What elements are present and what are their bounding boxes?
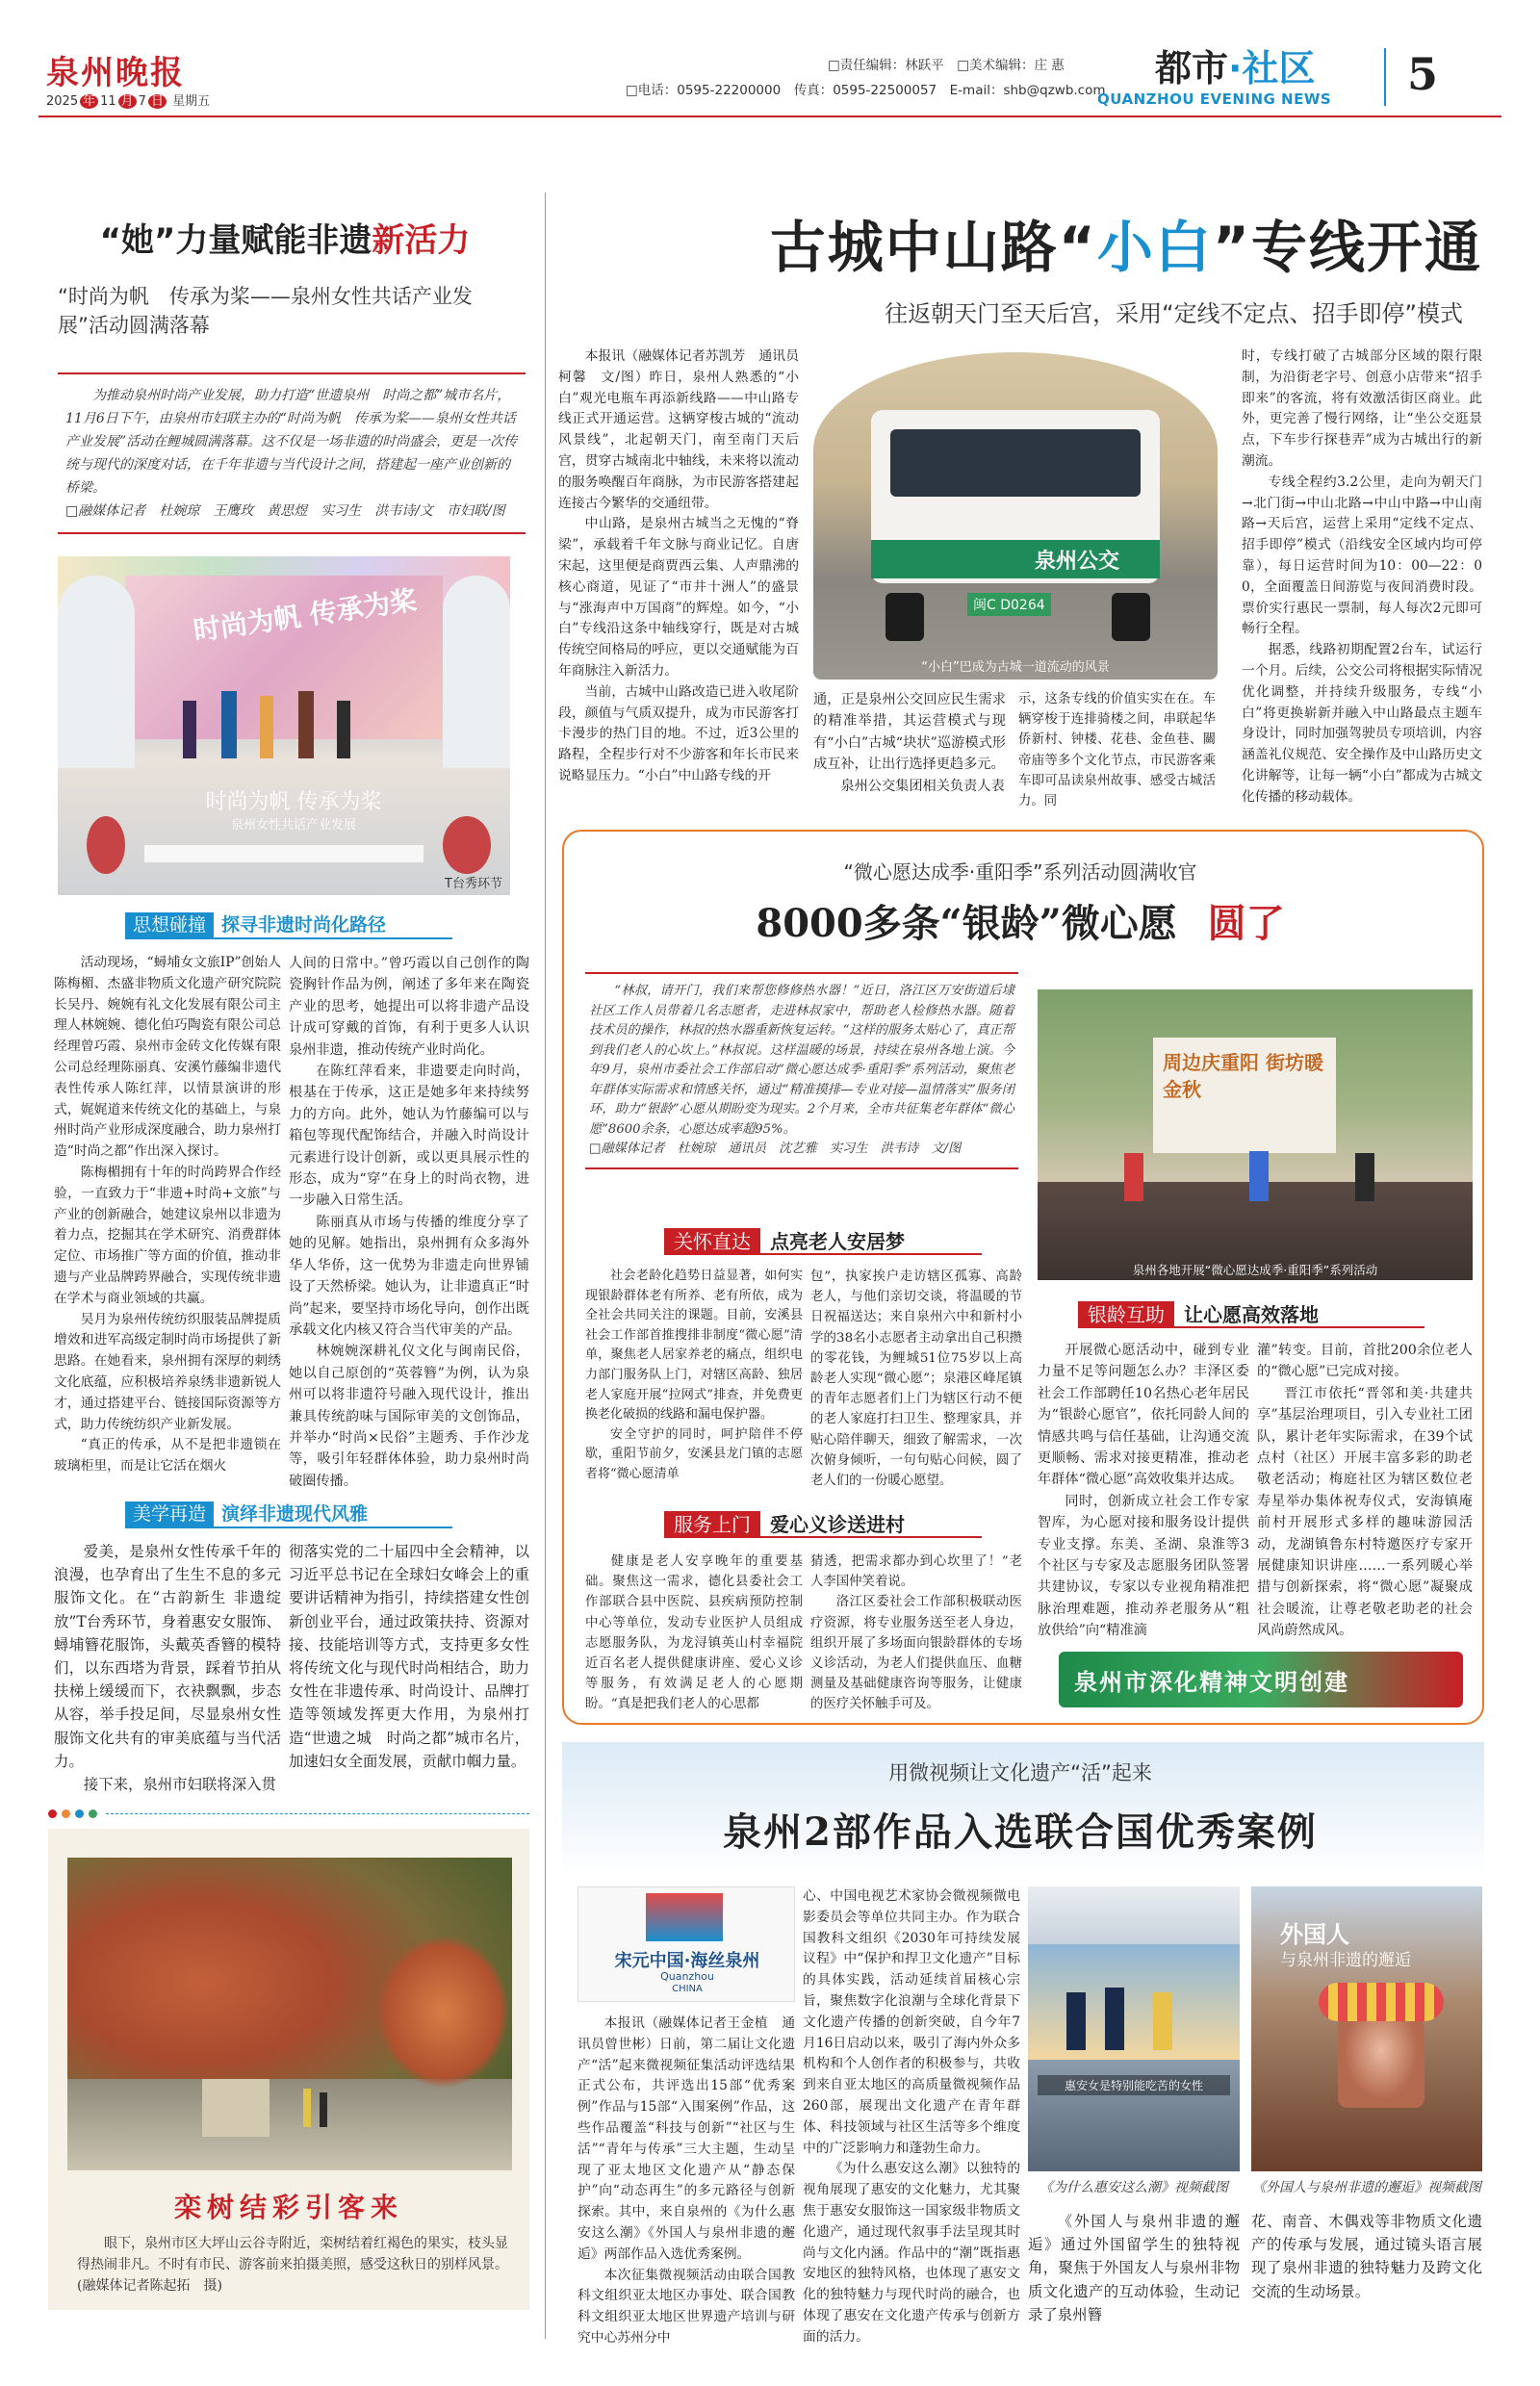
women-col-2	[289, 953, 529, 1492]
paragraph: 本报讯（融媒体记者王金植 通讯员曾世彬）日前，第二届让文化遗产“活”起来微视频征集活动评选结果正式公布，共评选出15部“优秀案例”作品与15部“入围案例”作品，这些作品覆盖“科技与创新”“社区与生活”“青年与传承”三大主题，生动呈现了亚太地区文化遗产从“静态保护”向“动态再生”的多元路径与创新探索。其中，来自泉州的《为什么惠安这么潮》《外国人与泉州非遗的邂逅》两部作品入选优秀案例。	[578, 2015, 795, 2262]
silver-lead-box	[585, 972, 1018, 1169]
section-english: QUANZHOU EVENING NEWS	[1097, 90, 1332, 108]
unesco-kicker: 用微视频让文化遗产“活”起来	[888, 1761, 1152, 1784]
header-divider	[1384, 48, 1386, 106]
unesco-phone-2-title-a: 外国人	[1280, 1921, 1349, 1948]
unesco-phone-2-title-b: 与泉州非遗的邂逅	[1280, 1951, 1411, 1970]
paragraph: 陈梅楣拥有十年的时尚跨界合作经验，一直致力于“非遗+时尚+文旅”与产业的创新融合，她建议泉州以非遗为着力点，挖掘其在学术研究、消费群体定位、市场推广等方面的价值，推动非遗与产业品牌跨界融合，实现传统非遗在学术与商业领域的共赢。	[54, 1164, 281, 1306]
paragraph: 洛江区委社会工作部积极联动医疗资源，将专业服务送至老人身边，组织开展了多场面向银龄群体的专场义诊活动，为老人们提供血压、血糖测量及基础健康咨询等服务，让健康的医疗关怀触手可及。	[810, 1595, 1022, 1712]
paragraph: 健康是老人安享晚年的重要基础。聚焦这一需求，德化县委社会工作部联合县中医院、县疾病预防控制中心等单位，发动专业医护人员组成志愿服务队，为龙浔镇英山村幸福院近百名老人提供健康讲座、爱心义诊等服务，有效满足老人的心愿期盼。“真是把我们老人的心思都	[585, 1554, 803, 1712]
silver-photo-banner: 周边庆重阳 街坊暖金秋	[1163, 1051, 1323, 1101]
women-lead: 为推动泉州时尚产业发展，助力打造“世遗泉州 时尚之都”城市名片，11月6日下午，由泉州市妇联主办的“时尚为帆 传承为桨——泉州女性共话产业发展”活动在鲤城圆满落幕。这不仅是一场非遗的时尚盛会，更是一次传统与现代的深度对话，在千年非遗与当代设计之间，搭建起一座产业创新的桥梁。	[65, 388, 518, 496]
editor-line: □责任编辑：林跃平 □美术编辑：庄 惠	[828, 58, 1065, 73]
tree-photo	[67, 1858, 512, 2170]
civilization-banner-text: 泉州市深化精神文明创建	[1074, 1669, 1349, 1696]
paragraph: 《为什么惠安这么潮》以独特的视角展现了惠安的文化魅力，尤其聚焦于惠安女服饰这一国家级非物质文化遗产，通过现代叙事手法呈现其时尚与文化内涵。作品中的“潮”既指惠安地区的独特风格，也体现了惠安文化的独特魅力与现代时尚的融合，也体现了惠安在文化遗产传承与创新方面的活力。	[803, 2161, 1020, 2345]
paragraph: 本报讯（融媒体记者苏凯芳 通讯员柯馨 文/图）昨日，泉州人熟悉的“小白”观光电瓶车再添新线路——中山路专线正式开通运营。这辆穿梭古城的“流动风景线”，北起朝天门，南至南门天后宫，贯穿古城南北中轴线，未来将以流动的服务唤醒百年商脉，为市民游客搭建起连接古今繁华的交通纽带。	[558, 348, 799, 511]
bus-story-title: 古城中山路“小白”专线开通	[769, 215, 1482, 280]
paragraph: 接下来，泉州市妇联将深入贯	[83, 1776, 276, 1794]
paragraph: 包”，执家挨户走访辖区孤寡、高龄老人，与他们亲切交谈，将温暖的节日祝福送达；来自泉州六中和新村小学的38名小志愿者主动拿出自己积攒的零花钱，为鲤城51位75岁以上高龄老人实现“微心愿”；泉港区峰尾镇的青年志愿者们上门为辖区行动不便的老人家庭打扫卫生、整理家具，并贴心陪伴聊天，细致了解需求，一次次俯身倾听，一句句贴心问候，圆了老人们的一份暖心愿望。	[810, 1270, 1022, 1489]
photo-sign-main-2: 时尚为帆 传承为桨	[205, 790, 382, 814]
paragraph: 据悉，线路初期配置2台车，试运行一个月。后续，公交公司将根据实际情况优化调整，并持续升级服务，专线“小白”将更换崭新并融入中山路最点主题车身设计，同时加强驾驶员专项培训，内容涵盖礼仪规范、安全操作及中山路历史文化讲解等，让每一辆“小白”都成为古城文化传播的移动载体。	[1242, 642, 1482, 805]
women-story-subtitle: “时尚为帆 传承为桨——泉州女性共话产业发展”活动圆满落幕	[58, 285, 473, 337]
paragraph: 人间的日常中。”曾巧霞以自己创作的陶瓷胸针作品为例，阐述了多年来在陶瓷产业的思考，她提出可以将非遗产品设计成可穿戴的首饰，有利于更多人认识泉州非遗，推动传统产业时尚化。	[289, 956, 529, 1058]
silver-lead: “林叔，请开门，我们来帮您修修热水器！”近日，洛江区万安街道后埭社区工作人员带着几名志愿者，走进林叔家中，帮助老人检修热水器。随着技术员的操作，林叔的热水器重新恢复运转。“这样的服务太贴心了，真正帮到我们老人的心坎上。”林叔说。这样温暖的场景，持续在泉州各地上演。今年9月，泉州市委社会工作部启动“微心愿达成季·重阳季”系列活动，聚焦老年群体实际需求和情感关怀，通过“精准摸排—专业对接—温情落实”服务闭环，助力“银龄”心愿从期盼变为现实。2个月来，全市共征集老年群体“微心愿”8600余条，心愿达成率超95%。	[589, 984, 1014, 1137]
paragraph: 通，正是泉州公交回应民生需求的精准举措，其运营模式与现有“小白”古城“块状”巡游模式形成互补，让出行选择更趋多元。	[813, 692, 1006, 773]
women-subhead-2: 美学再造 演绎非遗现代风雅	[125, 1500, 452, 1528]
paragraph: 活动现场，“蟳埔女文旅IP”创始人陈梅楣、杰盛非物质文化遗产研究院院长吴丹、婉婉有礼文化发展有限公司主理人林婉婉、德化伯巧陶瓷有限公司总经理曾巧霞、泉州市金砖文化传媒有限公司总经理陈丽真、安溪竹藤编非遗代表性传承人陈红萍，以情景演讲的形式，娓娓道来传统文化的基础上，与泉州时尚产业形成深度融合，助力泉州打造“时尚之都”作出深入探讨。	[54, 955, 281, 1160]
unesco-col-2	[803, 1886, 1020, 2348]
paragraph: 爱美，是泉州女性传承千年的浪漫，也孕育出了生生不息的多元服饰文化。在“古韵新生 非遗绽放”T台秀环节，身着惠安女服饰、蟳埔簪花服饰，头戴英香簪的模特们，以东西塔为背景，踩着节拍从扶梯上缓缓而下，衣袂飘飘，步态从容，举手投足间，尽显泉州女性服饰文化共有的审美底蕴与当代活力。	[54, 1543, 281, 1770]
paragraph: “真正的传承，从不是把非遗锁在玻璃柜里，而是让它活在烟火	[54, 1437, 281, 1475]
unesco-phone-2-caption: 《外国人与泉州非遗的邂逅》视频截图	[1252, 2180, 1481, 2195]
unesco-col-4	[1251, 2210, 1482, 2303]
paragraph: 林婉婉深耕礼仪文化与闽南民俗，她以自己原创的“英蓉簪”为例，认为泉州可以将非遗符号融入现代设计，推出兼具传统韵味与国际审美的文创饰品，并举办“时尚×民俗”主题秀、手作沙龙等，吸引年轻群体体验，助力泉州时尚破圈传播。	[289, 1344, 529, 1489]
bus-story-subtitle: 往返朝天门至天后宫，采用“定线不定点、招手即停”模式	[885, 300, 1463, 327]
silver-byline: □融媒体记者 杜婉琼 通讯员 沈艺雅 实习生 洪韦诗 文/图	[589, 1142, 962, 1156]
silver-photo-caption: 泉州各地开展“微心愿达成季·重阳季”系列活动	[1132, 1263, 1378, 1277]
women-byline: □融媒体记者 杜婉琼 王鹰玫 黄思煜 实习生 洪韦诗/文 市妇联/图	[65, 503, 505, 519]
paragraph: 在陈红萍看来，非遗要走向时尚，根基在于传承，这正是她多年来持续努力的方向。此外，她认为竹藤编可以与箱包等现代配饰结合，并融入时尚设计元素进行设计创新，或以更具展示性的形态，成为“穿”在身上的时尚衣物，进一步融入日常生活。	[289, 1064, 529, 1209]
header-rule	[38, 115, 1502, 117]
paragraph: 《外国人与泉州非遗的邂逅》通过外国留学生的独特视角，聚焦于外国友人与泉州非物质文化遗产的互动体验，生动记录了泉州簪	[1028, 2213, 1240, 2323]
bus-photo-caption: “小白”巴成为古城一道流动的风景	[921, 660, 1110, 675]
dot-separator	[48, 1809, 529, 1819]
bus-col-1	[558, 346, 799, 787]
paragraph: 社会老龄化趋势日益显著，如何实现银龄群体老有所养、老有所依，成为全社会共同关注的课题。目前，安溪县社会工作部首推搜排非制度“微心愿”清单，聚焦老人居家养老的痛点，组织电力部门服务队上门，对辖区高龄、独居老人家庭开展“拉网式”排查，并免费更换老化破损的线路和漏电保护器。	[585, 1269, 803, 1423]
paragraph: 安全守护的同时，呵护陪伴不停歇，重阳节前夕，安溪县龙门镇的志愿者将“微心愿清单	[585, 1426, 803, 1481]
paragraph: 本次征集微视频活动由联合国教科文组织亚太地区办事处、联合国教科文组织亚太地区世界遗产培训与研究中心苏州分中	[578, 2267, 795, 2346]
unesco-phone-1	[1028, 1886, 1240, 2171]
unesco-phone-1-caption: 《为什么惠安这么潮》视频截图	[1040, 2180, 1228, 2195]
women-col-1	[54, 953, 281, 1477]
unesco-phone-2	[1251, 1886, 1482, 2171]
silver-photo	[1038, 989, 1473, 1280]
contact-line: □电话：0595-22200000 传真：0595-22500057 E-mail：shb@qzwb.com	[626, 83, 1106, 98]
column-rule	[545, 192, 546, 2339]
tree-photo-title: 栾树结彩引客来	[173, 2192, 403, 2223]
issue-date: 2025 年 11 月 7 日 星期五	[46, 94, 211, 109]
photo-sign-main: 时尚为帆 传承为桨	[192, 583, 420, 648]
paragraph: 灌”转变。目前，首批200余位老人的“微心愿”已完成对接。	[1257, 1343, 1473, 1380]
page-number: 5	[1407, 48, 1439, 100]
women-subhead-1: 思想碰撞 探寻非遗时尚化路径	[125, 911, 452, 939]
section-title: 都市·社区	[1155, 47, 1316, 90]
silver-col-2	[810, 1267, 1022, 1491]
paragraph: 陈丽真从市场与传播的维度分享了她的见解。她指出，泉州拥有众多海外华人华侨，这一优势为非遗走向世界铺设了天然桥梁。她认为，让非遗真正“时尚”起来，要坚持市场化导向，创作出既承载文化内核又符合当代审美的产品。	[289, 1214, 529, 1338]
silver-col-6	[1257, 1340, 1473, 1642]
unesco-col-1	[578, 2014, 795, 2349]
civilization-banner	[1059, 1652, 1463, 1707]
women-story-title: “她”力量赋能非遗新活力	[99, 221, 471, 260]
bus-photo	[813, 352, 1218, 680]
photo-sign-sub: 泉州女性共话产业发展	[230, 818, 356, 833]
silver-col-3	[585, 1552, 803, 1715]
bus-col-2	[813, 689, 1006, 797]
women-photo	[58, 556, 510, 895]
women-col-4	[289, 1540, 529, 1773]
paragraph: 心、中国电视艺术家协会微视频微电影委员会等单位共同主办。作为联合国教科文组织《2030年可持续发展议程》中“保护和捍卫文化遗产”目标的具体实践，活动延续首届核心宗旨，聚焦数字化浪潮与全球化背景下文化遗产传播的创新突破，自今年7月16日启动以来，吸引了海内外众多机构和个人创作者的积极参与，共收到来自亚太地区的高质量微视频作品260部，展现出文化遗产在青年群体、科技领域与社区生活等多个维度中的广泛影响力和蓬勃生命力。	[803, 1888, 1020, 2156]
bus-col-4	[1242, 346, 1482, 808]
unesco-logo-line1: 宋元中国·海丝泉州	[614, 1951, 760, 1971]
unesco-logo-line2: Quanzhou	[660, 1970, 714, 1983]
unesco-title: 泉州2部作品入选联合国优秀案例	[723, 1809, 1318, 1855]
paragraph: 示，这条专线的价值实实在在。车辆穿梭于连排骑楼之间，串联起华侨新村、钟楼、花巷、金鱼巷、關帝庙等多个文化节点，市民游客乘车即可品读泉州故事、感受古城活力。同	[1018, 692, 1216, 809]
silver-kicker: “微心愿达成季·重阳季”系列活动圆满收官	[843, 860, 1197, 884]
paragraph: 彻落实党的二十届四中全会精神，以习近平总书记在全球妇女峰会上的重要讲话精神为指引，持续搭建女性创新创业平台，通过政策扶持、资源对接、技能培训等方式，支持更多女性将传统文化与现代时尚相结合，助力女性在非遗传承、时尚设计、品牌打造等领域发挥更大作用，为泉州打造“世遗之城 时尚之都”城市名片，加速妇女全面发展，贡献巾帼力量。	[289, 1543, 529, 1770]
silver-col-1	[585, 1267, 803, 1485]
unesco-phone-1-text: 惠安女是特别能吃苦的女性	[1038, 2075, 1230, 2095]
bus-label: 泉州公交	[1035, 550, 1120, 574]
unesco-logo	[578, 1886, 795, 2002]
paragraph: 专线全程约3.2公里，走向为朝天门→北门街→中山北路→中山中路→中山南路→天后宫，运营上采用“定线不定点、招手即停”模式（沿线安全区域内均可停靠），每日运营时间为10：00—22：00，全面覆盖日间游览与夜间消费时段。票价实行惠民一票制，每人每次2元即可畅行全程。	[1242, 474, 1482, 637]
silver-subhead-1: 关怀直达 点亮老人安居梦	[664, 1226, 982, 1255]
women-story	[38, 202, 531, 534]
silver-col-5	[1038, 1340, 1249, 1642]
silver-subhead-2: 服务上门 爱心义诊送进村	[664, 1509, 982, 1538]
bus-col-3	[1018, 689, 1216, 811]
women-story-lead-box	[58, 372, 526, 534]
unesco-logo-line3: CHINA	[672, 1984, 703, 1994]
paragraph: 花、南音、木偶戏等非物质文化遗产的传承与发展，通过镜头语言展现了泉州非遗的独特魅力及跨文化交流的生动场景。	[1251, 2213, 1482, 2300]
tree-photo-caption: 眼下，泉州市区大坪山云谷寺附近，栾树结着红褐色的果实，枝头显得热闹非凡。不时有市民、游客前来拍摄美照，感受这秋日的别样风景。(融媒体记者陈起拓 摄)	[77, 2236, 508, 2294]
paragraph: 中山路，是泉州古城当之无愧的“脊梁”，承载着千年文脉与商业记忆。自唐宋起，这里便是商贾西云集、人声鼎沸的核心商道，见证了“市井十洲人”的盛景与“涨海声中万国商”的辉煌。如今，“小白”专线沿这条中轴线穿行，既是对古城传统空间格局的呼应，更以交通赋能为百年商脉注入新活力。	[558, 516, 799, 679]
paragraph: 泉州公交集团相关负责人表	[840, 778, 1005, 794]
silver-title: 8000多条“银龄”微心愿 圆了	[756, 901, 1285, 946]
paragraph: 时，专线打破了古城部分区域的限行限制，为沿街老字号、创意小店带来“招手即来”的客流，将有效激活街区商业。此外，更完善了慢行网络，让“坐公交逛景点，下车步行探巷弄”成为古城出行的新潮流。	[1242, 348, 1482, 469]
masthead	[0, 0, 1540, 108]
silver-subhead-3: 银龄互助 让心愿高效落地	[1078, 1299, 1424, 1328]
women-col-3	[54, 1540, 281, 1796]
silver-col-4	[810, 1552, 1022, 1715]
women-photo-caption: T台秀环节	[445, 877, 502, 891]
newspaper-logo: 泉州晚报	[46, 54, 185, 92]
paragraph: 同时，创新成立社会工作专家智库，为心愿对接和服务设计提供专业支撑。东美、圣湖、泉淮等3个社区与专家及志愿服务团队签署共建协议，专家以专业视角精准把脉治理难题，推动养老服务从“粗放供给”向“精准滴	[1038, 1493, 1249, 1639]
tree-photo-box	[48, 1829, 529, 2310]
bus-plate: 闽C D0264	[967, 593, 1051, 616]
paragraph: 吴月为泉州传统纺织服装品牌提质增效和进军高级定制时尚市场提供了新思路。在她看来，泉州拥有深厚的刺绣文化底蕴，应积极培养泉绣非遗新锐人才，通过搭建平台、链接国际资源等方式，助力传统纺织产业新发展。	[54, 1311, 281, 1432]
unesco-col-3	[1028, 2210, 1240, 2326]
paragraph: 当前，古城中山路改造已进入收尾阶段，颜值与气质双提升，成为市民游客打卡漫步的热门目的地。不过，近3公里的路程，全程步行对不少游客和年长市民来说略显压力。“小白”中山路专线的开	[558, 683, 799, 783]
paragraph: 开展微心愿活动中，碰到专业力量不足等问题怎么办？丰泽区委社会工作部聘任10名热心老年居民为“银龄心愿官”，依托同龄人间的情感共鸣与信任基础，让沟通交流更顺畅、需求对接更精准，推动老年群体“微心愿”高效收集并达成。	[1038, 1343, 1249, 1488]
paragraph: 晋江市依托“晋邻和美·共建共享”基层治理项目，引入专业社工团队，累计老年实际需求，在39个试点村（社区）开展丰富多彩的助老敬老活动；梅庭社区为辖区数位老寿星举办集体祝寿仪式，安海镇庵前村开展形式多样的趣味游园活动，龙湖镇鲁东村特邀医疗专家开展健康知识讲座……一系列暖心举措与创新探索，将“微心愿”凝聚成社会暖流，让尊老敬老助老的社会风尚蔚然成风。	[1257, 1385, 1473, 1639]
paragraph: 猜透，把需求都办到心坎里了！”老人李国仲笑着说。	[810, 1554, 1022, 1590]
